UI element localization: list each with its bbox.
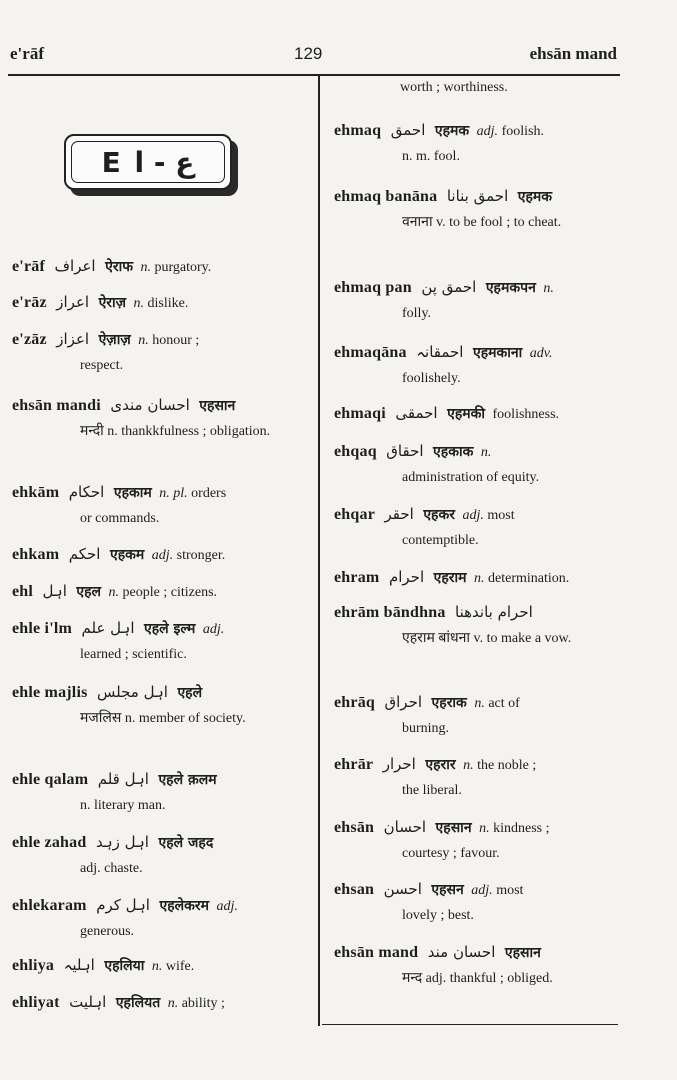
- entry-continuation: n. literary man.: [80, 798, 166, 813]
- headword: ehlekaram: [12, 897, 87, 914]
- part-of-speech: adj.: [202, 622, 225, 637]
- entry-continuation: foolishely.: [402, 371, 461, 386]
- entry-first-line: [12, 993, 225, 1011]
- urdu-word: اہل قلم: [97, 770, 149, 788]
- definition: kindness ;: [493, 821, 550, 836]
- entry-first-line: [334, 404, 560, 422]
- part-of-speech: adj.: [151, 548, 174, 563]
- urdu-word: احرام: [388, 568, 425, 586]
- headword: ehmaq: [334, 122, 382, 139]
- urdu-word: احمق پن: [421, 278, 477, 296]
- urdu-word: احکم: [68, 545, 101, 563]
- dictionary-entry: [12, 327, 302, 378]
- dictionary-entry: [334, 275, 622, 326]
- definition: people ; citizens.: [122, 585, 218, 600]
- entry-first-line: [12, 582, 218, 600]
- entry-first-line: [334, 505, 515, 523]
- headword: ehmaq pan: [334, 279, 412, 296]
- entry-first-line: [12, 396, 239, 414]
- headword: ehrār: [334, 756, 374, 773]
- hindi-word: एहसान: [199, 398, 236, 414]
- headword: e'zāz: [12, 331, 47, 348]
- headword: ehsān mand: [334, 944, 419, 961]
- hindi-word: एहमकी: [447, 406, 486, 422]
- hindi-word: एहले जहद: [158, 835, 214, 851]
- urdu-word: احسن: [383, 880, 422, 898]
- part-of-speech: n.: [140, 260, 151, 275]
- part-of-speech: n.: [108, 585, 120, 600]
- part-of-speech: n.: [151, 959, 163, 974]
- urdu-word: احقر: [384, 505, 414, 523]
- dictionary-entry: [12, 680, 302, 731]
- entry-continuation: learned ; scientific.: [80, 647, 187, 662]
- hindi-word: एहकर: [423, 507, 455, 523]
- part-of-speech: adj.: [471, 883, 493, 898]
- entry-continuation: adj. chaste.: [80, 861, 143, 876]
- entry-first-line: [12, 619, 225, 637]
- entry-continuation: the liberal.: [402, 783, 462, 798]
- page-number: 129: [294, 44, 323, 63]
- part-of-speech: n. pl.: [159, 486, 188, 501]
- hindi-word: एहसन: [431, 882, 464, 898]
- dictionary-entry: [334, 502, 622, 553]
- dictionary-entry: [334, 815, 622, 866]
- dictionary-entry: [334, 439, 622, 490]
- entry-continuation: मजलिस n. member of society.: [80, 711, 246, 726]
- entry-first-line: [12, 683, 206, 701]
- headword: ehliya: [12, 957, 55, 974]
- dictionary-entry: [12, 953, 302, 979]
- urdu-word: اعراز: [56, 293, 90, 311]
- hindi-word: एहलियत: [115, 995, 161, 1011]
- dictionary-entry: [334, 600, 622, 651]
- hindi-word: एहकाम: [113, 485, 152, 501]
- dictionary-entry: [334, 118, 622, 169]
- entry-first-line: [334, 442, 492, 460]
- definition: the noble ;: [477, 758, 537, 773]
- dictionary-entry: [12, 290, 302, 316]
- part-of-speech: n.: [463, 758, 474, 773]
- definition: foolish.: [501, 124, 544, 139]
- entry-continuation: contemptible.: [402, 533, 479, 548]
- entry-first-line: [334, 568, 570, 586]
- entry-first-line: [334, 818, 550, 836]
- part-of-speech: n.: [167, 996, 179, 1011]
- definition: foolishness.: [492, 407, 560, 422]
- hindi-word: एहराक: [431, 695, 467, 711]
- entry-continuation: folly.: [402, 306, 432, 321]
- entry-continuation: मन्दी n. thankkfulness ; obligation.: [80, 424, 271, 439]
- entry-first-line: [334, 693, 520, 711]
- part-of-speech: n.: [474, 571, 485, 586]
- dictionary-entry: [12, 480, 302, 531]
- headword: ehram: [334, 569, 380, 586]
- entry-first-line: [334, 755, 537, 773]
- entry-first-line: [334, 603, 539, 621]
- hindi-word: एहमकपन: [485, 280, 536, 296]
- hindi-word: ऐराज़: [98, 295, 127, 311]
- section-letter-box: [64, 134, 232, 190]
- hindi-word: एहले: [177, 685, 203, 701]
- urdu-word: اعزاز: [56, 330, 90, 348]
- header-rule: [8, 74, 620, 76]
- entry-first-line: [12, 770, 221, 788]
- urdu-word: اہلیت: [69, 993, 107, 1011]
- urdu-word: احرام باندھنا: [455, 603, 533, 621]
- entry-continuation: burning.: [402, 721, 450, 736]
- hindi-word: एहलिया: [104, 958, 145, 974]
- definition: ability ;: [181, 996, 225, 1011]
- headword: ehqar: [334, 506, 375, 523]
- urdu-word: احراق: [384, 693, 423, 711]
- headword: ehl: [12, 583, 34, 600]
- headword: ehsan: [334, 881, 375, 898]
- entry-first-line: [334, 278, 554, 296]
- hindi-word: एहमक: [434, 123, 470, 139]
- footer-rule: [322, 1024, 618, 1025]
- dictionary-entry: [12, 893, 302, 944]
- headword: ehrāq: [334, 694, 375, 711]
- dictionary-entry: [12, 616, 302, 667]
- urdu-word: احمقی: [395, 404, 438, 422]
- column-divider: [318, 76, 320, 1026]
- headword: e'rāf: [12, 258, 45, 275]
- headword: ehliyat: [12, 994, 60, 1011]
- urdu-word: اہل کرم: [96, 896, 150, 914]
- entry-first-line: [12, 257, 212, 275]
- definition: wife.: [165, 959, 195, 974]
- definition: stronger.: [176, 548, 226, 563]
- dictionary-entry: [334, 877, 622, 928]
- part-of-speech: adv.: [529, 346, 553, 361]
- urdu-word: احسان مند: [427, 943, 496, 961]
- hindi-word: एहराम: [433, 570, 467, 586]
- part-of-speech: adj.: [216, 899, 238, 914]
- hindi-word: एहरार: [425, 757, 456, 773]
- dictionary-entry: [12, 990, 302, 1016]
- hindi-word: एहल: [76, 584, 102, 600]
- hindi-word: एहलेकरम: [159, 898, 210, 914]
- entry-first-line: [12, 483, 227, 501]
- headword: ehrām bāndhna: [334, 604, 446, 621]
- headword: ehmaqāna: [334, 344, 407, 361]
- entry-first-line: [12, 956, 195, 974]
- headword: ehmaqi: [334, 405, 386, 422]
- dictionary-entry: [334, 401, 622, 427]
- urdu-word: احسان: [383, 818, 427, 836]
- header-guide-word-right: ehsān mand: [529, 44, 617, 63]
- urdu-word: احمقانہ: [416, 343, 464, 361]
- entry-continuation: n. m. fool.: [402, 149, 460, 164]
- entry-first-line: [334, 943, 545, 961]
- entry-first-line: [334, 187, 556, 205]
- entry-continuation: administration of equity.: [402, 470, 540, 485]
- entry-continuation: respect.: [80, 358, 124, 373]
- hindi-word: एहकम: [109, 547, 145, 563]
- hindi-word: एहसान: [504, 945, 541, 961]
- dictionary-entry: [12, 830, 302, 881]
- entry-first-line: [334, 343, 553, 361]
- definition: most: [496, 883, 524, 898]
- definition: most: [487, 508, 515, 523]
- part-of-speech: n.: [543, 281, 554, 296]
- hindi-word: ऐराफ: [105, 259, 133, 275]
- entry-first-line: [12, 330, 200, 348]
- hindi-word: एहसान: [435, 820, 472, 836]
- dictionary-entry: [334, 565, 622, 591]
- headword: ehle majlis: [12, 684, 88, 701]
- urdu-word: احسان مندی: [110, 396, 190, 414]
- headword: ehmaq banāna: [334, 188, 438, 205]
- headword: ehle i'lm: [12, 620, 73, 637]
- urdu-word: احرار: [382, 755, 416, 773]
- dictionary-entry: [12, 254, 302, 280]
- definition: honour ;: [152, 333, 200, 348]
- headword: ehkām: [12, 484, 60, 501]
- entry-continuation: एहराम बांधना v. to make a vow.: [402, 631, 572, 646]
- part-of-speech: n.: [474, 696, 485, 711]
- entry-continuation: or commands.: [80, 511, 160, 526]
- urdu-word: احقاق: [386, 442, 424, 460]
- header-guide-word-left: e'rāf: [10, 44, 44, 63]
- entry-first-line: [12, 833, 217, 851]
- headword: ehle zahad: [12, 834, 87, 851]
- definition: purgatory.: [154, 260, 212, 275]
- entry-continuation: courtesy ; favour.: [402, 846, 500, 861]
- hindi-word: एहकाक: [433, 444, 474, 460]
- urdu-word: اہلیہ: [63, 956, 95, 974]
- urdu-word: احمق بنانا: [446, 187, 509, 205]
- entry-continuation: lovely ; best.: [402, 908, 474, 923]
- part-of-speech: adj.: [462, 508, 484, 523]
- headword: e'rāz: [12, 294, 47, 311]
- continuation-text: worth ; worthiness.: [400, 80, 508, 95]
- urdu-word: احکام: [68, 483, 105, 501]
- definition: dislike.: [147, 296, 189, 311]
- urdu-word: اعراف: [54, 257, 96, 275]
- headword: ehqaq: [334, 443, 377, 460]
- urdu-word: احمق: [390, 121, 426, 139]
- headword: ehsān mandi: [12, 397, 101, 414]
- hindi-word: एहमकाना: [472, 345, 523, 361]
- dictionary-entry: [12, 393, 302, 444]
- urdu-word: اہل مجلس: [97, 683, 168, 701]
- hindi-word: एहमक: [517, 189, 553, 205]
- definition: orders: [191, 486, 227, 501]
- headword: ehle qalam: [12, 771, 89, 788]
- part-of-speech: n.: [133, 296, 145, 311]
- part-of-speech: n.: [479, 821, 490, 836]
- hindi-word: एहले इल्म: [144, 621, 196, 637]
- part-of-speech: n.: [480, 445, 492, 460]
- headword: ehsān: [334, 819, 375, 836]
- entry-first-line: [12, 896, 238, 914]
- entry-first-line: [334, 880, 524, 898]
- entry-first-line: [12, 545, 226, 563]
- dictionary-entry: [334, 690, 622, 741]
- definition: determination.: [488, 571, 570, 586]
- dictionary-entry: [12, 542, 302, 568]
- urdu-word: اہل علم: [81, 619, 135, 637]
- headword: ehkam: [12, 546, 60, 563]
- entry-continuation: मन्द adj. thankful ; obliged.: [402, 971, 553, 986]
- urdu-word: اہل: [42, 582, 67, 600]
- dictionary-entry: [334, 940, 622, 991]
- entry-continuation: वनाना v. to be fool ; to cheat.: [402, 215, 562, 230]
- definition: act of: [488, 696, 520, 711]
- part-of-speech: n.: [138, 333, 149, 348]
- section-letter: E ع - ا: [71, 141, 225, 183]
- entry-first-line: [12, 293, 189, 311]
- hindi-word: एहले क़लम: [158, 772, 217, 788]
- entry-continuation: generous.: [80, 924, 135, 939]
- dictionary-entry: [334, 752, 622, 803]
- dictionary-entry: [334, 340, 622, 391]
- urdu-word: اہل زہد: [95, 833, 149, 851]
- dictionary-entry: [12, 767, 302, 818]
- dictionary-entry: [12, 579, 302, 605]
- dictionary-entry: [334, 184, 622, 235]
- part-of-speech: adj.: [476, 124, 499, 139]
- entry-first-line: [334, 121, 544, 139]
- hindi-word: ऐज़ाज़: [98, 332, 131, 348]
